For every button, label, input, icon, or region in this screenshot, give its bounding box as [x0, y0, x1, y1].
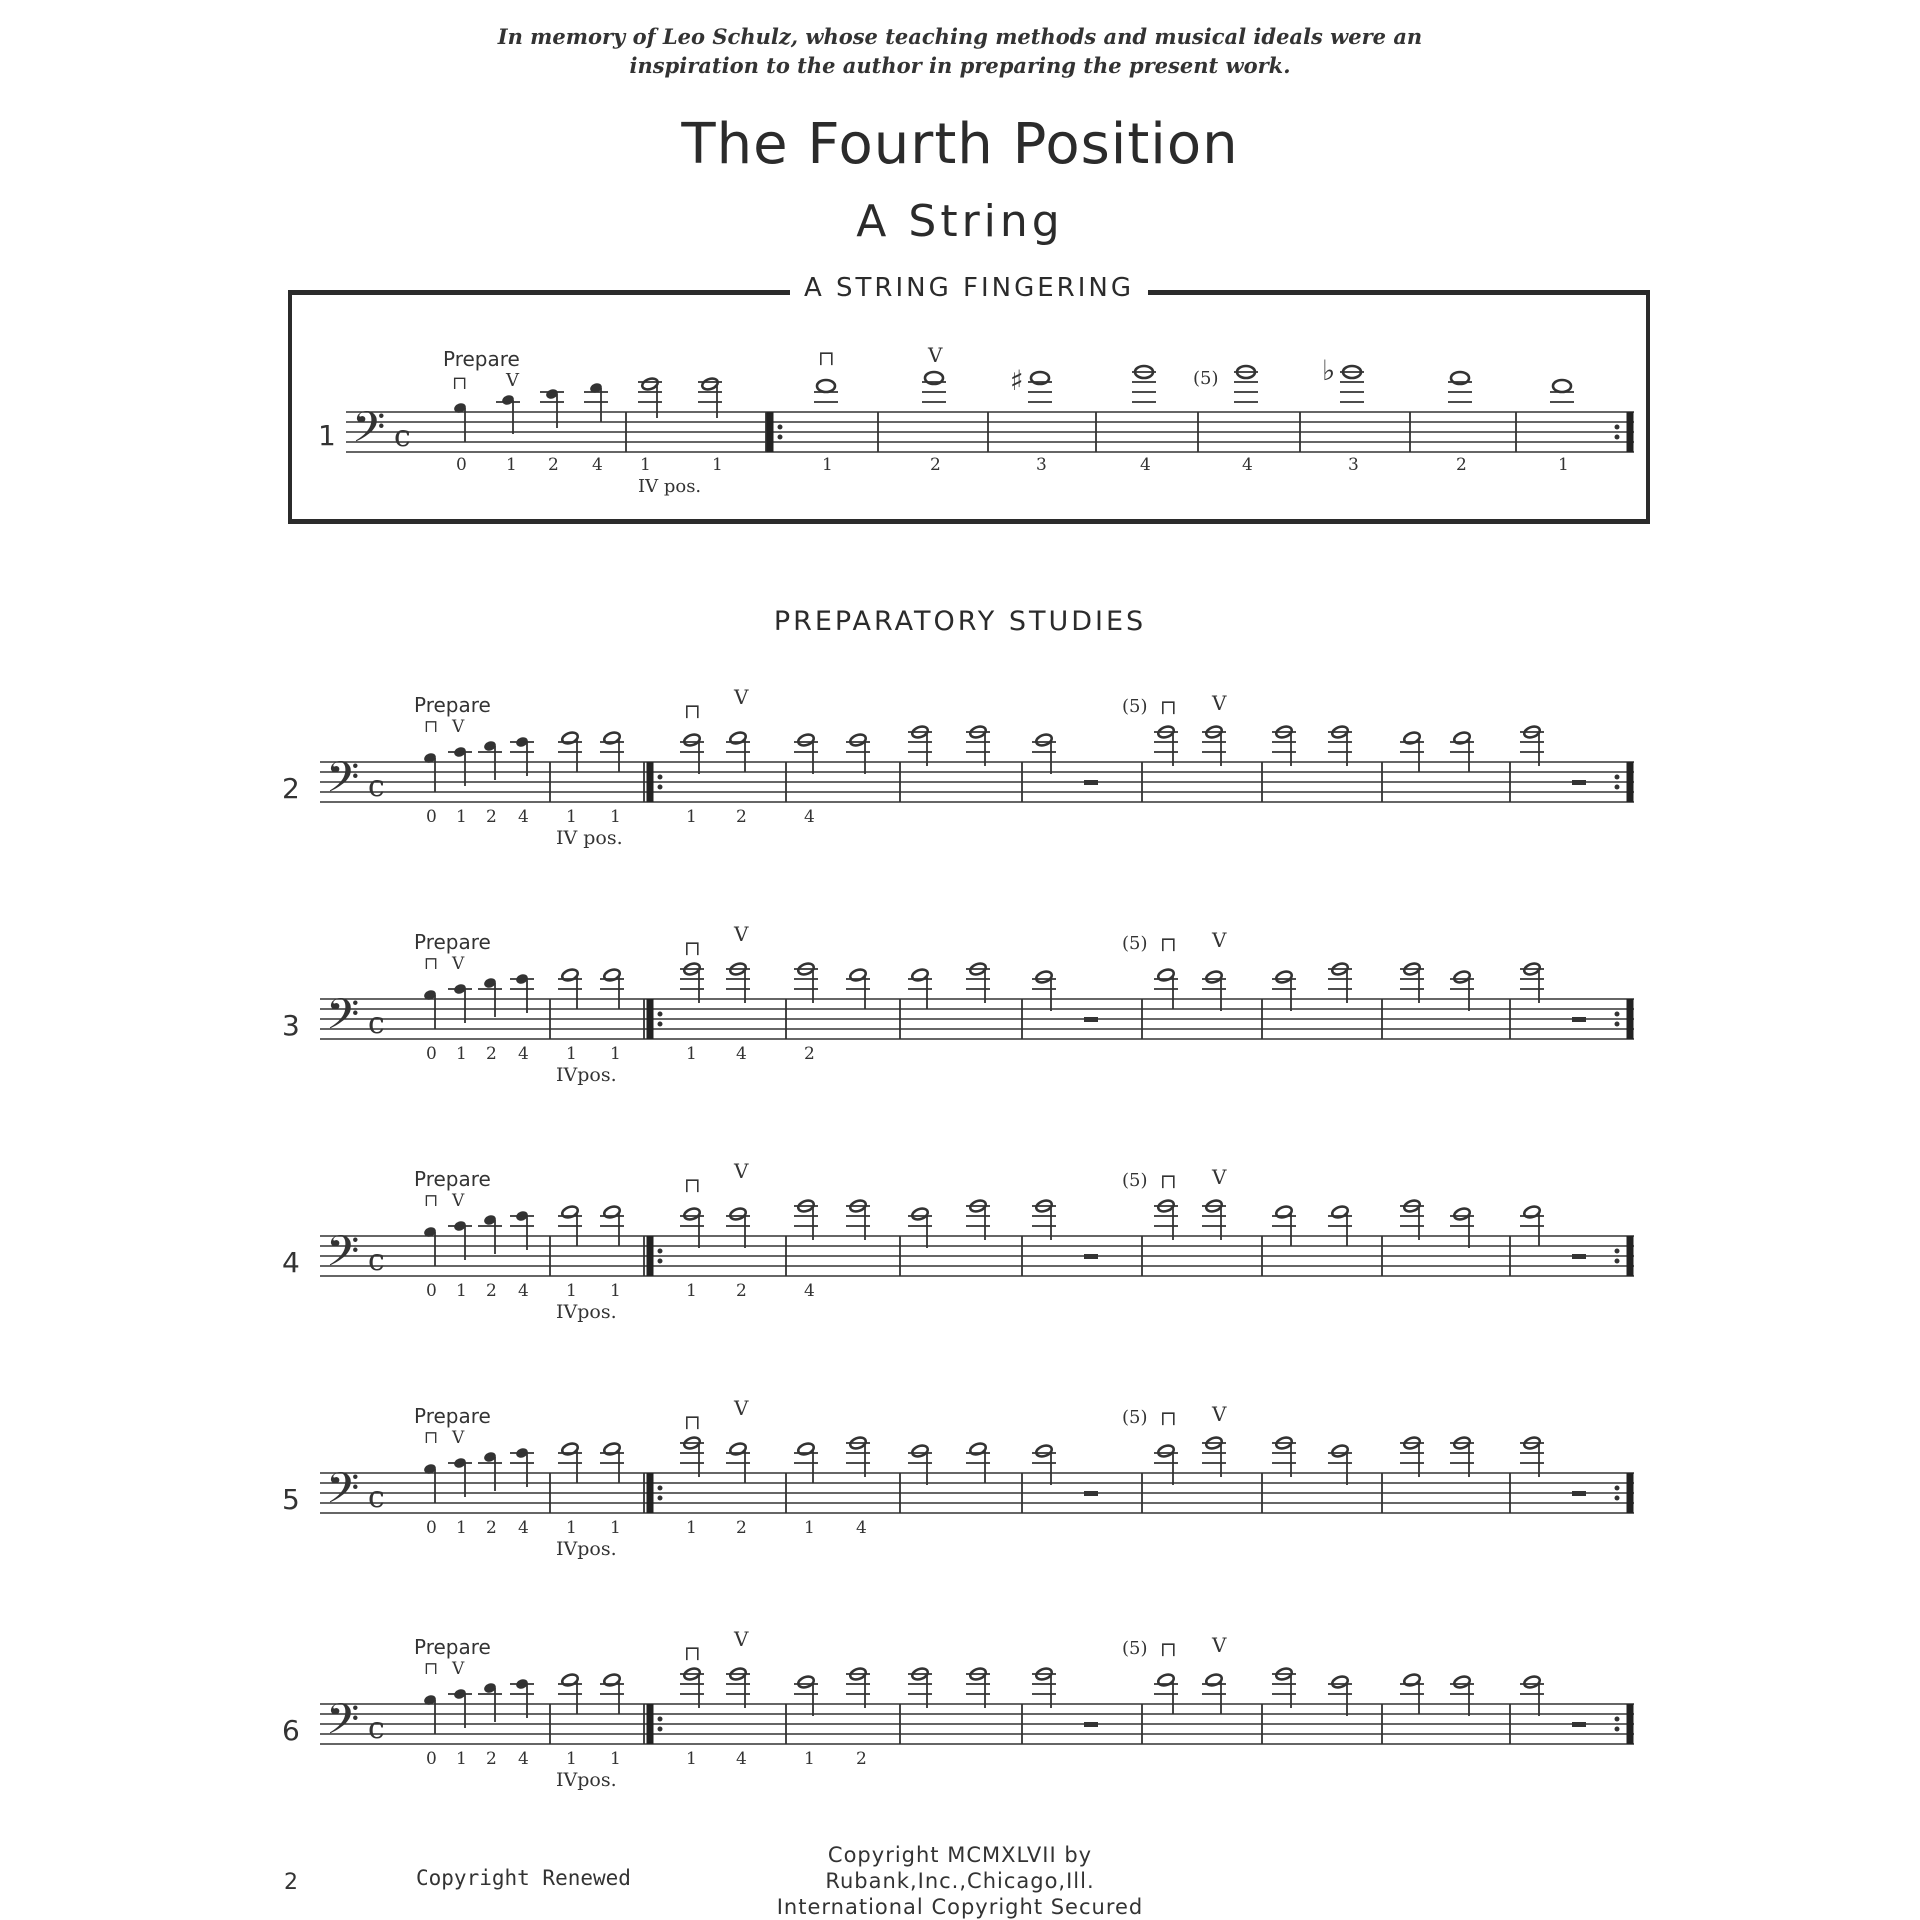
half-rest-icon	[1084, 1722, 1098, 1727]
fingering-number: 3	[1348, 455, 1359, 475]
fingering-number: 1	[686, 1749, 697, 1769]
repeat-dot	[658, 1012, 663, 1017]
repeat-dot	[658, 1717, 663, 1722]
fingering-number: 2	[486, 807, 497, 827]
fingering-number: 1	[686, 1044, 697, 1064]
fingering-number: 0	[426, 1044, 437, 1064]
bass-clef-icon: 𝄢	[352, 403, 386, 463]
study-4-staff	[0, 1141, 1920, 1341]
fingering-number: 1	[566, 1281, 577, 1301]
fingering-number: 4	[518, 1044, 529, 1064]
down-bow-icon: ⊓	[684, 1641, 701, 1665]
down-bow-icon: ⊓	[424, 1659, 439, 1679]
dedication-line-1: In memory of Leo Schulz, whose teaching methods and musical ideals were an	[497, 24, 1423, 49]
fingering-number: 1	[456, 1749, 467, 1769]
copyright-line-2: International Copyright Secured	[776, 1895, 1144, 1919]
exercise-1-staff	[0, 290, 1920, 520]
fingering-number: 2	[736, 1518, 747, 1538]
page-subtitle: A String	[856, 196, 1064, 247]
fingering-number: 1	[566, 1044, 577, 1064]
down-bow-icon: ⊓	[684, 1173, 701, 1197]
study-number: 4	[282, 1246, 300, 1279]
repeat-dot	[658, 1727, 663, 1732]
down-bow-icon: ⊓	[818, 346, 835, 370]
study-staff-group	[282, 1396, 1634, 1560]
up-bow-icon: V	[506, 370, 519, 391]
fingering-number: 1	[610, 1749, 621, 1769]
dedication	[0, 22, 1920, 80]
fingering-number: 1	[456, 807, 467, 827]
string-marking: (5)	[1122, 1170, 1148, 1191]
fingering-number: 0	[426, 1518, 437, 1538]
fingering-number: 4	[518, 1281, 529, 1301]
fingering-number: 1	[686, 807, 697, 827]
repeat-dot	[1615, 1259, 1620, 1264]
repeat-dot	[1615, 1496, 1620, 1501]
whole-note	[817, 380, 835, 392]
up-bow-icon: V	[452, 1659, 465, 1679]
fingering-number: 2	[930, 455, 941, 475]
bass-clef-icon: 𝄢	[326, 753, 360, 813]
common-time-icon: c	[368, 1711, 385, 1746]
repeat-dot	[1615, 785, 1620, 790]
fingering-number: 1	[1558, 455, 1569, 475]
common-time-icon: c	[394, 419, 411, 454]
study-staff-group	[282, 685, 1634, 849]
study-6-staff	[0, 1609, 1920, 1809]
half-rest-icon	[1572, 1722, 1586, 1727]
up-bow-icon: V	[928, 343, 943, 367]
fingering-number: 0	[426, 1281, 437, 1301]
up-bow-icon: V	[734, 1159, 749, 1183]
down-bow-icon: ⊓	[452, 373, 468, 394]
position-label: IV pos.	[556, 827, 623, 849]
up-bow-icon: V	[452, 954, 465, 974]
fingering-number: 1	[686, 1281, 697, 1301]
fingering-number: 2	[486, 1044, 497, 1064]
fingering-number: 2	[548, 455, 559, 475]
copyright-line-1: Copyright MCMXLVII by Rubank,Inc.,Chicago,Ill.	[825, 1843, 1095, 1893]
half-rest-icon	[1572, 780, 1586, 785]
fingering-number: 4	[518, 1518, 529, 1538]
repeat-dot	[778, 425, 783, 430]
study-staff-group	[282, 922, 1634, 1086]
fingering-number: 2	[486, 1749, 497, 1769]
fingering-number: 4	[592, 455, 603, 475]
repeat-dot	[658, 1259, 663, 1264]
fingering-number: 1	[686, 1518, 697, 1538]
fingering-number: 1	[610, 1281, 621, 1301]
fingering-number: 4	[518, 807, 529, 827]
up-bow-icon: V	[452, 1191, 465, 1211]
study-number: 6	[282, 1714, 300, 1747]
fingering-number: 1	[456, 1281, 467, 1301]
study-5-staff	[0, 1378, 1920, 1578]
fingering-box-title: A STRING FINGERING	[790, 273, 1148, 303]
prepare-label: Prepare	[414, 693, 491, 717]
fingering-number: 2	[736, 1281, 747, 1301]
half-rest-icon	[1572, 1491, 1586, 1496]
up-bow-icon: V	[1212, 928, 1227, 952]
sharp-icon: ♯	[1010, 364, 1024, 397]
repeat-dot	[1615, 1249, 1620, 1254]
prepare-label: Prepare	[414, 1404, 491, 1428]
fingering-number: 1	[610, 807, 621, 827]
down-bow-icon: ⊓	[424, 1428, 439, 1448]
position-label: IVpos.	[556, 1538, 617, 1560]
fingering-number: 1	[506, 455, 517, 475]
repeat-dot	[658, 1022, 663, 1027]
fingering-number: 1	[456, 1518, 467, 1538]
repeat-dot	[658, 1486, 663, 1491]
down-bow-icon: ⊓	[1160, 1406, 1177, 1430]
study-number: 2	[282, 772, 300, 805]
down-bow-icon: ⊓	[424, 717, 439, 737]
down-bow-icon: ⊓	[684, 936, 701, 960]
whole-note	[1553, 380, 1571, 392]
prepare-label: Prepare	[414, 930, 491, 954]
fingering-number: 3	[1036, 455, 1047, 475]
copyright-renewed: Copyright Renewed	[416, 1866, 631, 1890]
up-bow-icon: V	[1212, 1402, 1227, 1426]
half-rest-icon	[1084, 1254, 1098, 1259]
up-bow-icon: V	[1212, 1165, 1227, 1189]
prepare-label: Prepare	[414, 1635, 491, 1659]
fingering-number: 4	[1140, 455, 1151, 475]
fingering-number: 1	[566, 807, 577, 827]
copyright-notice	[690, 1842, 1230, 1920]
fingering-number: 4	[804, 807, 815, 827]
fingering-number: 4	[736, 1044, 747, 1064]
fingering-number: 4	[1242, 455, 1253, 475]
half-rest-icon	[1084, 1017, 1098, 1022]
prepare-label: Prepare	[414, 1167, 491, 1191]
fingering-number: 1	[610, 1518, 621, 1538]
repeat-dot	[1615, 1012, 1620, 1017]
fingering-number: 1	[456, 1044, 467, 1064]
repeat-dot	[1615, 1727, 1620, 1732]
position-label: IVpos.	[556, 1301, 617, 1323]
up-bow-icon: V	[1212, 691, 1227, 715]
position-label: IVpos.	[556, 1064, 617, 1086]
fingering-number: 1	[804, 1518, 815, 1538]
fingering-number: 1	[804, 1749, 815, 1769]
study-staff-group	[282, 1627, 1634, 1791]
repeat-dot	[658, 775, 663, 780]
fingering-number: 1	[610, 1044, 621, 1064]
up-bow-icon: V	[452, 1428, 465, 1448]
dedication-line-2: inspiration to the author in preparing the present work.	[629, 53, 1291, 78]
flat-icon: ♭	[1322, 354, 1336, 387]
half-rest-icon	[1084, 780, 1098, 785]
fingering-number: 4	[518, 1749, 529, 1769]
half-rest-icon	[1572, 1254, 1586, 1259]
fingering-number: 2	[804, 1044, 815, 1064]
study-number: 3	[282, 1009, 300, 1042]
down-bow-icon: ⊓	[424, 954, 439, 974]
repeat-dot	[658, 1249, 663, 1254]
bass-clef-icon: 𝄢	[326, 1464, 360, 1524]
fingering-number: 0	[456, 455, 467, 475]
bass-clef-icon: 𝄢	[326, 1227, 360, 1287]
fingering-number: 0	[426, 1749, 437, 1769]
prepare-label: Prepare	[443, 347, 520, 371]
common-time-icon: c	[368, 769, 385, 804]
common-time-icon: c	[368, 1006, 385, 1041]
repeat-dot	[1615, 435, 1620, 440]
fingering-number: 1	[566, 1749, 577, 1769]
fingering-number: 2	[1456, 455, 1467, 475]
bass-clef-icon: 𝄢	[326, 990, 360, 1050]
string-marking: (5)	[1122, 933, 1148, 954]
fingering-number: 2	[736, 807, 747, 827]
position-label: IV pos.	[638, 476, 702, 497]
repeat-dot	[1615, 1717, 1620, 1722]
fingering-number: 1	[640, 455, 651, 475]
up-bow-icon: V	[734, 685, 749, 709]
fingering-number: 4	[804, 1281, 815, 1301]
string-marking: (5)	[1193, 368, 1219, 389]
study-number: 5	[282, 1483, 300, 1516]
fingering-number: 4	[736, 1749, 747, 1769]
string-marking: (5)	[1122, 1638, 1148, 1659]
repeat-dot	[1615, 1486, 1620, 1491]
repeat-dot	[1615, 425, 1620, 430]
string-marking: (5)	[1122, 696, 1148, 717]
down-bow-icon: ⊓	[1160, 695, 1177, 719]
up-bow-icon: V	[1212, 1633, 1227, 1657]
down-bow-icon: ⊓	[684, 699, 701, 723]
repeat-dot	[1615, 1022, 1620, 1027]
preparatory-heading: PREPARATORY STUDIES	[773, 606, 1147, 637]
string-marking: (5)	[1122, 1407, 1148, 1428]
repeat-dot	[658, 785, 663, 790]
fingering-number: 0	[426, 807, 437, 827]
repeat-dot	[778, 435, 783, 440]
fingering-number: 2	[486, 1281, 497, 1301]
repeat-dot	[1615, 775, 1620, 780]
half-rest-icon	[1572, 1017, 1586, 1022]
study-3-staff	[0, 904, 1920, 1104]
fingering-number: 1	[566, 1518, 577, 1538]
fingering-number: 2	[486, 1518, 497, 1538]
common-time-icon: c	[368, 1243, 385, 1278]
fingering-number: 2	[856, 1749, 867, 1769]
fingering-number: 4	[856, 1518, 867, 1538]
down-bow-icon: ⊓	[424, 1191, 439, 1211]
down-bow-icon: ⊓	[684, 1410, 701, 1434]
down-bow-icon: ⊓	[1160, 1637, 1177, 1661]
up-bow-icon: V	[452, 717, 465, 737]
page-number: 2	[284, 1870, 298, 1895]
down-bow-icon: ⊓	[1160, 932, 1177, 956]
staff-lines	[346, 343, 1634, 475]
down-bow-icon: ⊓	[1160, 1169, 1177, 1193]
position-label: IVpos.	[556, 1769, 617, 1791]
fingering-number: 1	[712, 455, 723, 475]
bass-clef-icon: 𝄢	[326, 1695, 360, 1755]
common-time-icon: c	[368, 1480, 385, 1515]
fingering-number: 1	[822, 455, 833, 475]
up-bow-icon: V	[734, 1627, 749, 1651]
page-title: The Fourth Position	[681, 112, 1239, 177]
up-bow-icon: V	[734, 922, 749, 946]
study-2-staff	[0, 667, 1920, 867]
up-bow-icon: V	[734, 1396, 749, 1420]
exercise-number: 1	[318, 419, 336, 452]
repeat-dot	[658, 1496, 663, 1501]
study-staff-group	[282, 1159, 1634, 1323]
half-rest-icon	[1084, 1491, 1098, 1496]
